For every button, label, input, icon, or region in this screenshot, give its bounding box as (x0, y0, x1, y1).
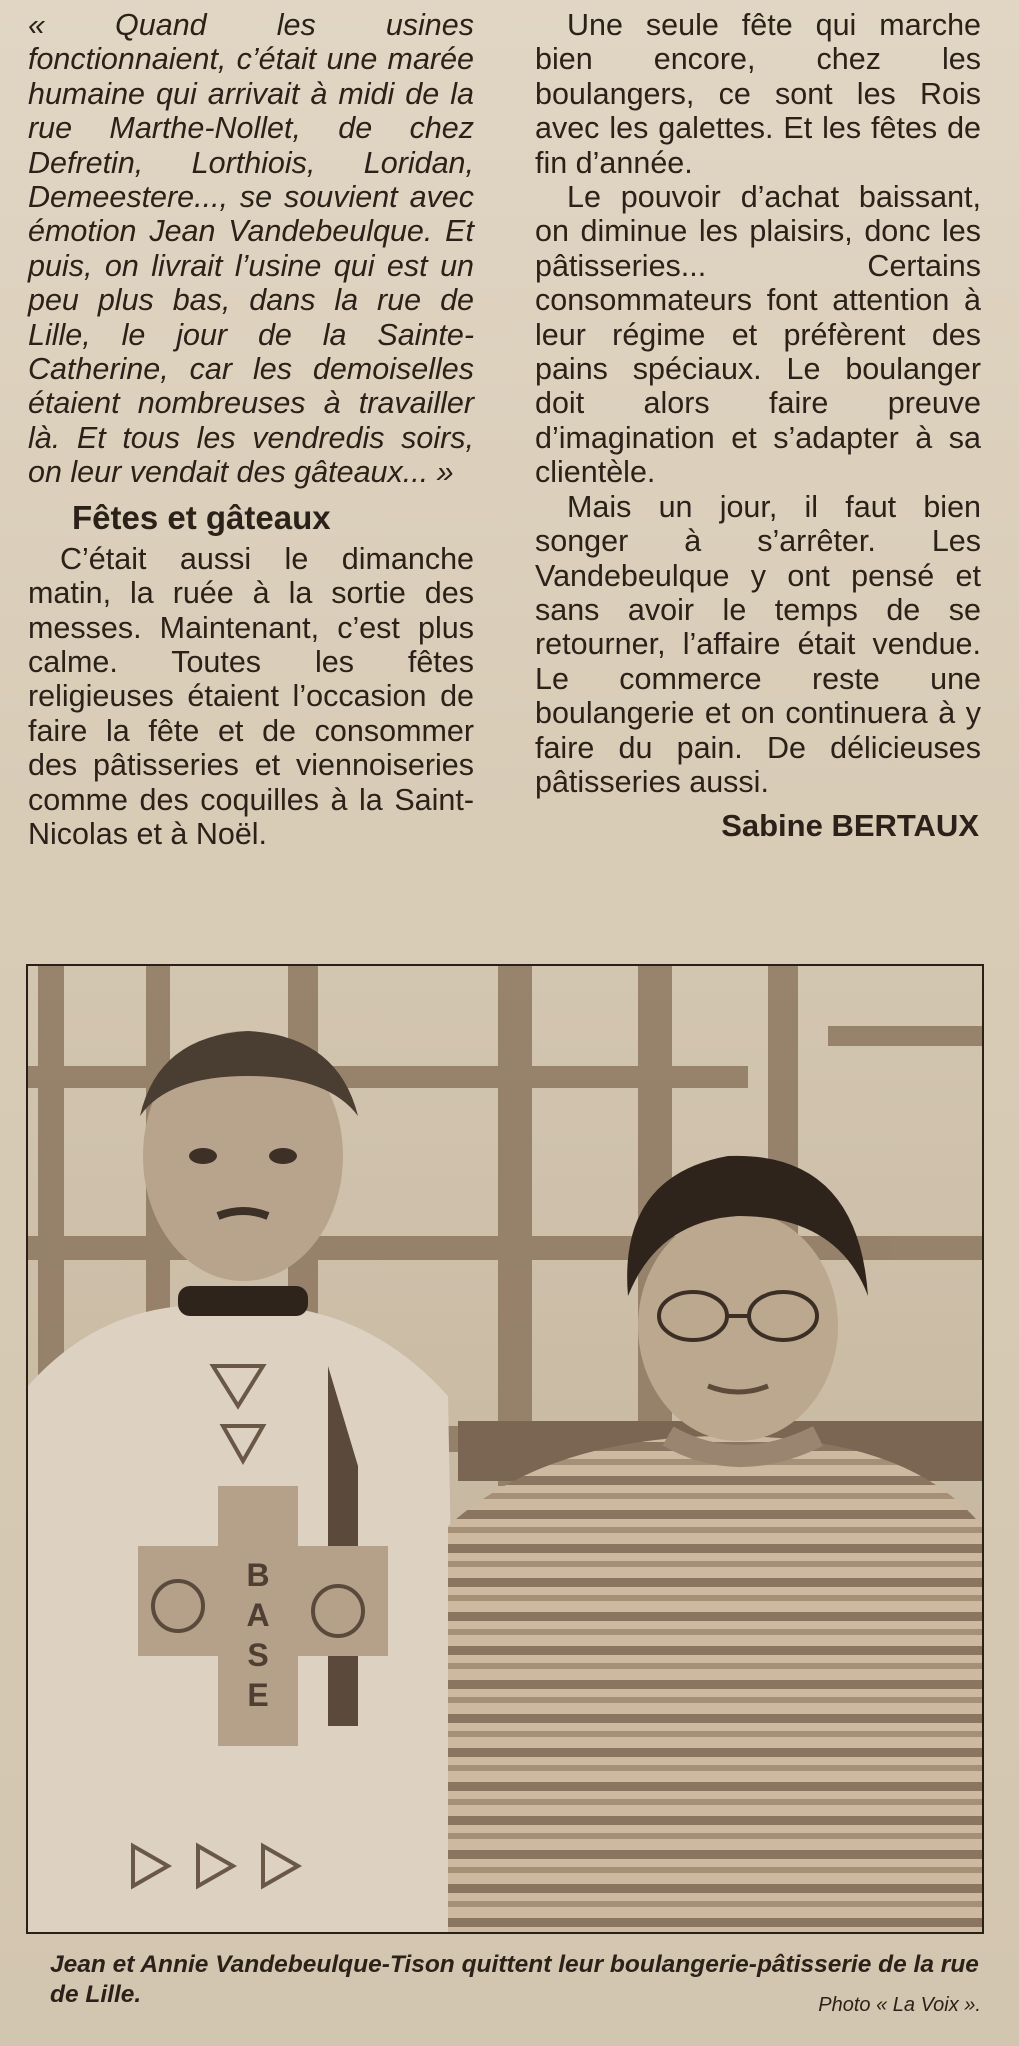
body-paragraph: Une seule fête qui marche bien encore, chez les boulangers, ce sont les Rois avec les galettes. Et les fêtes de fin d’année. (535, 8, 981, 180)
quote-paragraph: « Quand les usines fonctionnaient, c’était une marée humaine qui arrivait à midi de la rue Marthe-Nollet, de chez Defretin, Lorthiois, Loridan, Demeestere..., se souvient avec émotion Jean Vandebeulque. Et puis, on livrait l’usine qui est un peu plus bas, dans la rue de Lille, le jour de la Sainte-Catherine, car les demoiselles étaient nombreuses à travailler là. Et tous les vendredis soirs, on leur vendait des gâteaux... » (28, 8, 474, 490)
sweater-letter-s: S (247, 1637, 269, 1673)
photo-credit: Photo « La Voix ». (818, 1994, 981, 2016)
body-paragraph: Le pouvoir d’achat baissant, on diminue les plaisirs, donc les pâtisseries... Certains consommateurs font attention à leur régime et préfèrent des pains spéciaux. Le boulanger doit alors faire preuve d’imagination et s’adapter à sa clientèle. (535, 180, 981, 490)
portrait-photo (26, 964, 984, 1934)
photo-caption: Jean et Annie Vandebeulque-Tison quittent leur boulangerie-pâtisserie de la rue de Lille. (50, 1951, 979, 2008)
article-column-right (535, 8, 981, 844)
article-column-left (28, 8, 474, 851)
sweater-letter-a: A (246, 1597, 270, 1633)
subheading: Fêtes et gâteaux (72, 498, 331, 536)
body-paragraph: C’était aussi le dimanche matin, la ruée à la sortie des messes. Maintenant, c’est plus calme. Toutes les fêtes religieuses étaient l’occasion de faire la fête et de consommer des pâtisseries et viennoiseries comme des coquilles à la Saint-Nicolas et à Noël. (28, 541, 474, 851)
body-paragraph: Mais un jour, il faut bien songer à s’arrêter. Les Vandebeulque y ont pensé et sans avoir le temps de se retourner, l’affaire était vendue. Le commerce reste une boulangerie et on continuera à y faire du pain. De délicieuses pâtisseries aussi. (535, 489, 981, 799)
sweater-letter-e: E (247, 1677, 269, 1713)
sweater-letter-b: B (246, 1557, 270, 1593)
author-signature: Sabine BERTAUX (721, 808, 979, 844)
